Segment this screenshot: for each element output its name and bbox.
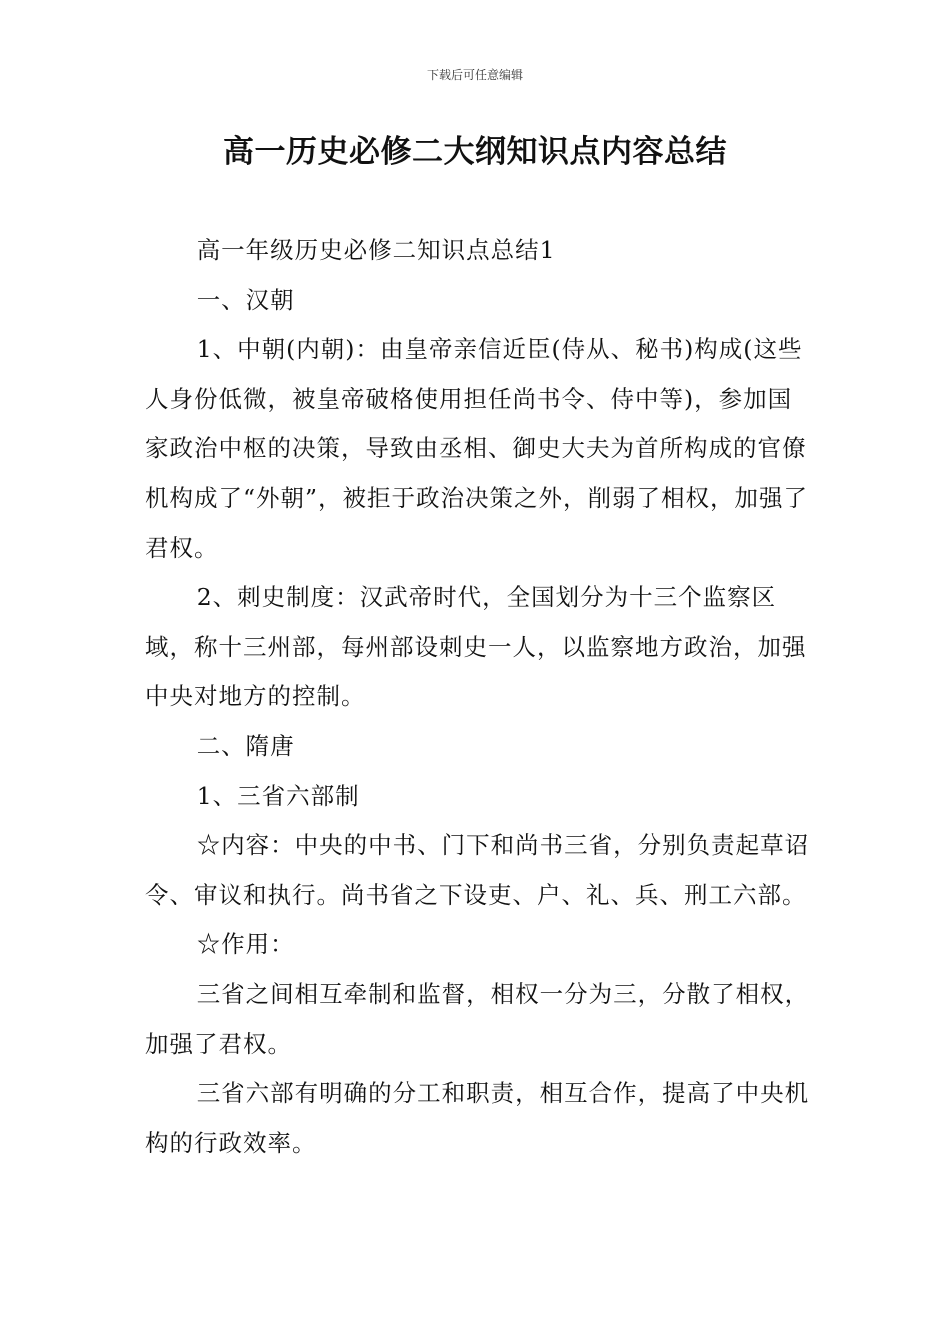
chapter-heading: 二、隋唐 [196,731,295,760]
paragraph: 三省之间相互牵制和监督，相权一分为三，分散了相权，加强了君权。 [145,979,810,1058]
section-heading: 高一年级历史必修二知识点总结1 [196,236,556,264]
subheading: 1、三省六部制 [196,781,360,810]
document-body [145,226,810,1168]
document-title: 高一历史必修二大纲知识点内容总结 [223,134,727,170]
paragraph: 2、刺史制度：汉武帝时代，全国划分为十三个监察区域，称十三州部，每州部设刺史一人，以监察地方政治，加强中央对地方的控制。 [145,583,807,711]
paragraph: ☆内容：中央的中书、门下和尚书三省，分别负责起草诏令、审议和执行。尚书省之下设吏、户、礼、兵、刑工六部。 [145,831,810,909]
subheading: ☆作用： [196,930,295,959]
paragraph: 1、中朝(内朝)：由皇帝亲信近臣(侍从、秘书)构成(这些人身份低微，被皇帝破格使用担任尚书令、侍中等)，参加国家政治中枢的决策，导致由丞相、御史大夫为首所构成的官僚机构成了“外朝”，被拒于政治决策之外，削弱了相权，加强了君权。 [145,335,809,562]
chapter-heading: 一、汉朝 [196,285,295,314]
header-note: 下载后可任意编辑 [426,68,523,82]
paragraph: 三省六部有明确的分工和职责，相互合作，提高了中央机构的行政效率。 [145,1079,810,1157]
